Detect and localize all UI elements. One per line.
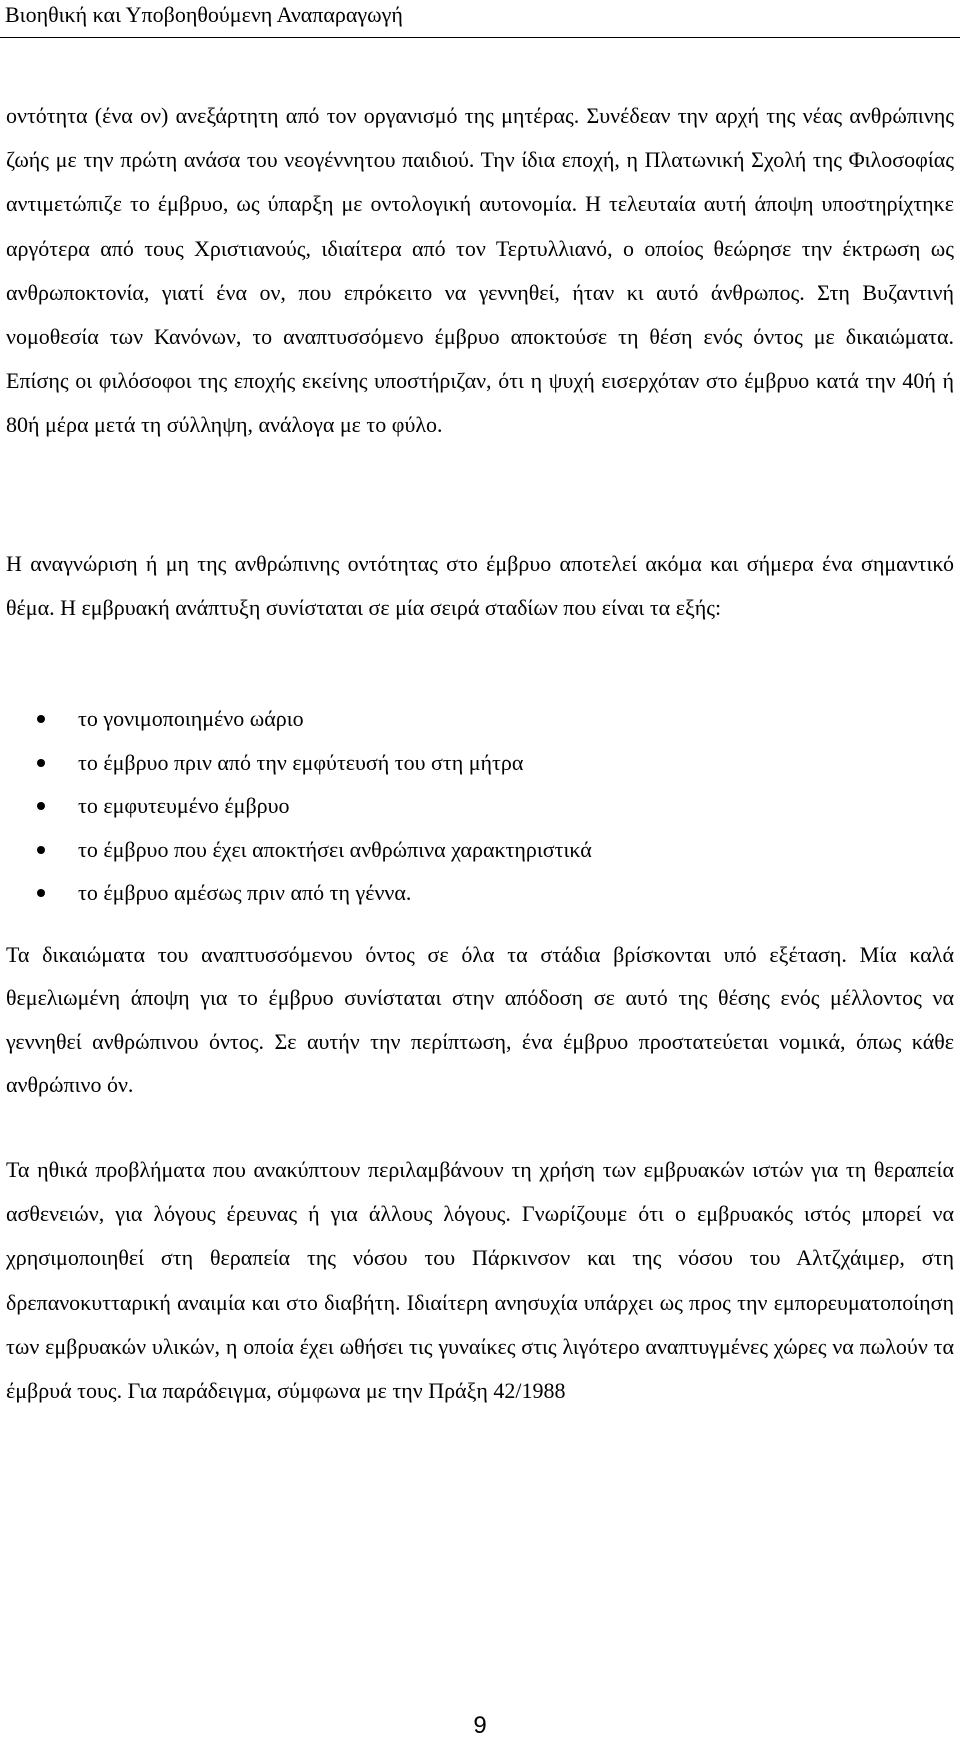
list-item xyxy=(0,828,960,872)
paragraph-ethical-issues xyxy=(6,1148,954,1413)
embryo-stages-list xyxy=(0,697,960,915)
paragraph-text: Τα δικαιώματα του αναπτυσσόμενου όντος σε όλα τα στάδια βρίσκονται υπό εξέταση. Μία καλά θεμελιωμένη άποψη για το έμβρυο συνίσταται στην απόδοση σε αυτό της θέσης ενός μέλλοντος να γεννηθεί ανθρώπινου όντος. Σε αυτήν την περίπτωση, ένα έμβρυο προστατεύεται νομικά, όπως κάθε ανθρώπινο όν. xyxy=(6,942,954,1097)
paragraph-embryo-history xyxy=(6,94,954,448)
paragraph-text: οντότητα (ένα ον) ανεξάρτητη από τον οργανισμό της μητέρας. Συνέδεαν την αρχή της νέας ανθρώπινης ζωής με την πρώτη ανάσα του νεογέννητου παιδιού. Την ίδια εποχή, η Πλατωνική Σχολή της Φιλοσοφίας αντιμετώπιζε το έμβρυο, ως ύπαρξη με οντολογική αυτονομία. Η τελευταία αυτή άποψη υποστηρίχτηκε αργότερα από τους Χριστιανούς, ιδιαίτερα από τον Τερτυλλιανό, ο οποίος θεώρησε την έκτρωση ως ανθρωποκτονία, γιατί ένα ον, που επρόκειτο να γεννηθεί, ήταν κι αυτό άνθρωπος. Στη Βυζαντινή νομοθεσία των Κανόνων, το αναπτυσσόμενο έμβρυο αποκτούσε τη θέση ενός όντος με δικαιώματα. Επίσης οι φιλόσοφοι της εποχής εκείνης υποστήριζαν, ότι η ψυχή εισερχόταν στο έμβρυο κατά την 40ή ή 80ή μέρα μετά τη σύλληψη, ανάλογα με το φύλο. xyxy=(6,103,954,438)
bullet-icon xyxy=(37,802,45,810)
header-divider xyxy=(0,37,960,38)
bullet-icon xyxy=(37,846,45,854)
list-item-text: το έμβρυο αμέσως πριν από τη γέννα. xyxy=(78,880,412,905)
bullet-icon xyxy=(37,715,45,723)
list-item-text: το έμβρυο που έχει αποκτήσει ανθρώπινα χαρακτηριστικά xyxy=(78,836,592,862)
list-item-text: το γονιμοποιημένο ωάριο xyxy=(78,706,304,731)
bullet-icon xyxy=(37,759,45,767)
running-header-title: Βιοηθική και Υποβοηθούμενη Αναπαραγωγή xyxy=(5,2,403,27)
paragraph-text: Τα ηθικά προβλήματα που ανακύπτουν περιλαμβάνουν τη χρήση των εμβρυακών ιστών για τη θεραπεία ασθενειών, για λόγους έρευνας ή για άλλους λόγους. Γνωρίζουμε ότι ο εμβρυακός ιστός μπορεί να χρησιμοποιηθεί στη θεραπεία της νόσου του Πάρκινσον και της νόσου του Αλτζχάιμερ, στη δρεπανοκυτταρική αναιμία και στο διαβήτη. Ιδιαίτερη ανησυχία υπάρχει ως προς την εμπορευματοποίηση των εμβρυακών υλικών, η οποία έχει ωθήσει τις γυναίκες στις λιγότερο αναπτυγμένες χώρες να πωλούν τα έμβρυά τους. Για παράδειγμα, σύμφωνα με την Πράξη 42/1988 xyxy=(6,1157,954,1404)
list-item xyxy=(0,871,960,915)
list-item-text: το έμβρυο πριν από την εμφύτευσή του στη μήτρα xyxy=(78,749,524,775)
list-item xyxy=(0,741,960,785)
list-item xyxy=(0,784,960,828)
bullet-icon xyxy=(37,889,45,897)
paragraph-text: Η αναγνώριση ή μη της ανθρώπινης οντότητας στο έμβρυο αποτελεί ακόμα και σήμερα ένα σημαντικό θέμα. Η εμβρυακή ανάπτυξη συνίσταται σε μία σειρά σταδίων που είναι τα εξής: xyxy=(6,551,954,621)
list-item-text: το εμφυτευμένο έμβρυο xyxy=(78,793,290,818)
page-number: 9 xyxy=(473,1712,487,1739)
paragraph-embryo-recognition xyxy=(6,542,954,630)
paragraph-embryo-rights xyxy=(6,933,954,1106)
list-item xyxy=(0,697,960,741)
